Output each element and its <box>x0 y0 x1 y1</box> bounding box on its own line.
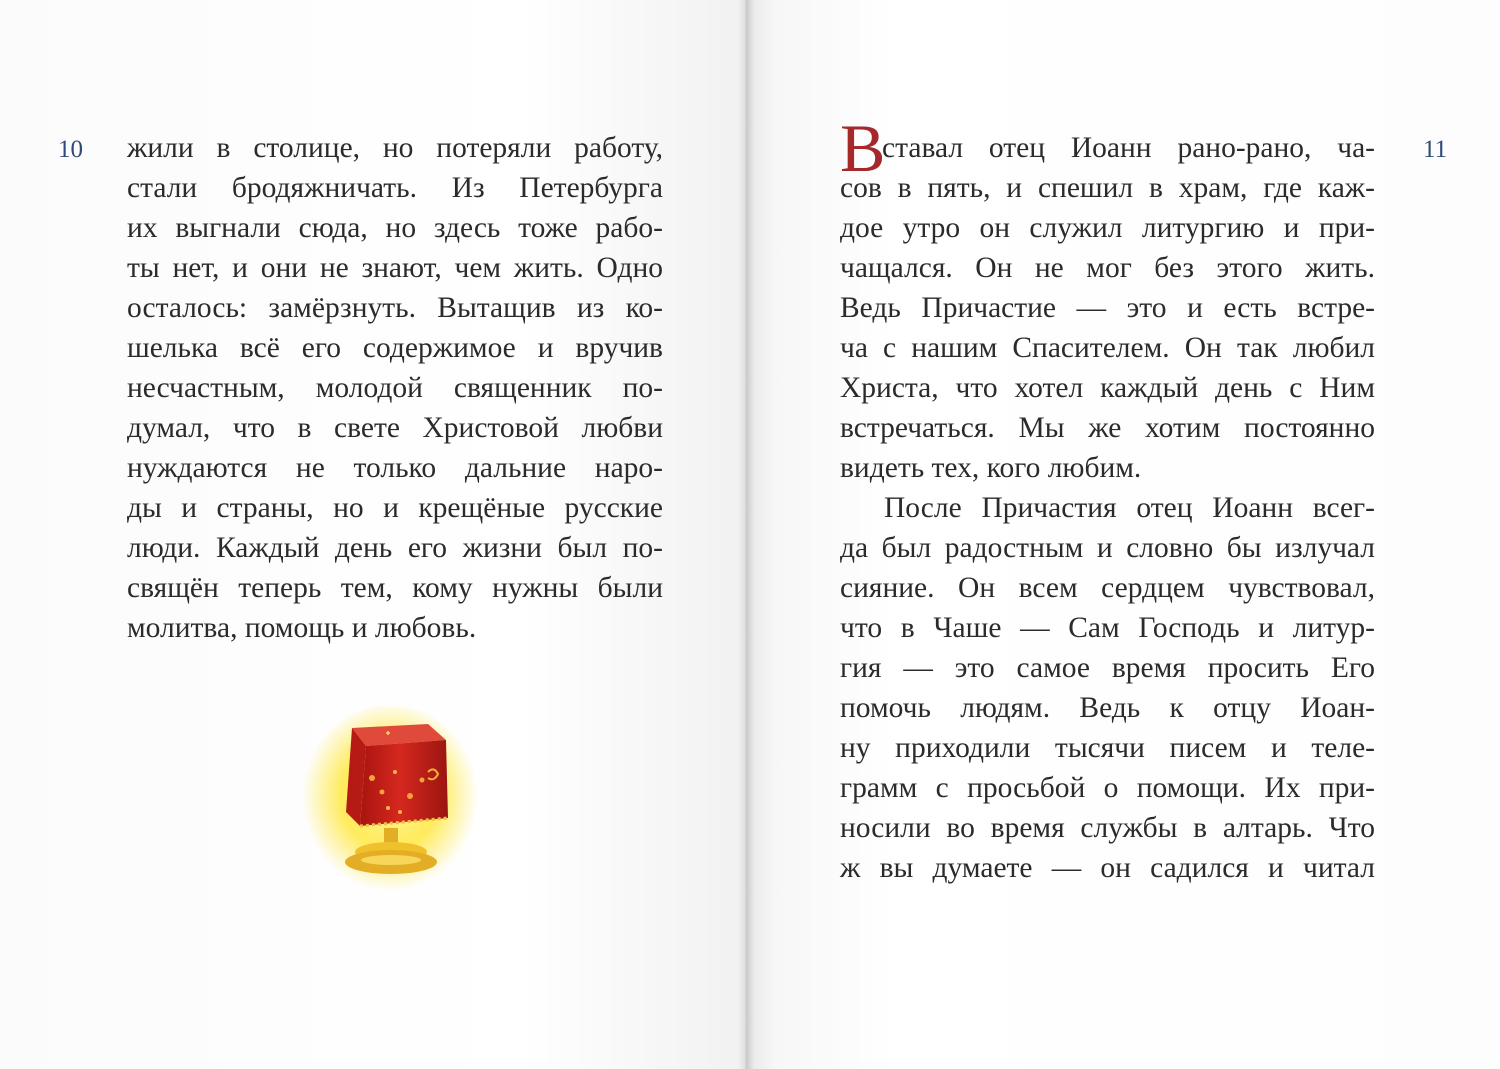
text-line: стали бродяжничать. Из Петербурга <box>127 172 663 204</box>
text-line: видеть тех, кого любим. <box>840 452 1142 484</box>
text-line: дое утро он служил литургию и при- <box>840 212 1375 244</box>
text-line: шелька всё его содержимое и вручив <box>127 332 663 364</box>
text-line: ча с нашим Спасителем. Он так любил <box>840 332 1375 364</box>
text-line: да был радостным и словно бы излучал <box>840 532 1375 564</box>
text-line: чащался. Он не мог без этого жить. <box>840 252 1375 284</box>
text-line: Христа, что хотел каждый день с Ним <box>840 372 1375 404</box>
text-line: сияние. Он всем сердцем чувствовал, <box>840 572 1375 604</box>
text-line: После Причастия отец Иоанн всег- <box>884 492 1375 524</box>
page-number-right: 11 <box>1423 136 1448 163</box>
text-line: осталось: замёрзнуть. Вытащив из ко- <box>127 292 663 324</box>
text-line: нуждаются не только дальние наро- <box>127 452 663 484</box>
text-line: несчастным, молодой священник по- <box>127 372 663 404</box>
text-line: люди. Каждый день его жизни был по- <box>127 532 663 564</box>
text-line: ты нет, и они не знают, чем жить. Одно <box>127 252 663 284</box>
text-line: ну приходили тысячи писем и теле- <box>840 732 1375 764</box>
drop-cap: В <box>840 110 886 186</box>
page-number-left: 10 <box>58 136 83 163</box>
text-line: молитва, помощь и любовь. <box>127 612 477 644</box>
text-line: свящён теперь тем, кому нужны были <box>127 572 663 604</box>
text-line: гия — это самое время просить Его <box>840 652 1375 684</box>
text-line: носили во время службы в алтарь. Что <box>840 812 1375 844</box>
left-page <box>0 0 745 1069</box>
text-line: ж вы думаете — он садился и читал <box>840 852 1375 884</box>
text-line: думал, что в свете Христовой любви <box>127 412 663 444</box>
text-line-first <box>840 110 1375 186</box>
text-line: ды и страны, но и крещёные русские <box>127 492 663 524</box>
text-line: Ведь Причастие — это и есть встре- <box>840 292 1375 324</box>
right-page-text <box>840 110 1375 888</box>
text-line: помочь людям. Ведь к отцу Иоан- <box>840 692 1375 724</box>
text-line: грамм с просьбой о помощи. Их при- <box>840 772 1375 804</box>
text-line: жили в столице, но потеряли работу, <box>127 132 663 164</box>
left-page-text <box>127 128 663 648</box>
first-line-text: ставал отец Иоанн рано-рано, ча- <box>882 132 1375 164</box>
text-line: сов в пять, и спешил в храм, где каж- <box>840 172 1375 204</box>
text-line: их выгнали сюда, но здесь тоже рабо- <box>127 212 663 244</box>
book-gutter <box>738 0 754 1069</box>
text-line: встречаться. Мы же хотим постоянно <box>840 412 1375 444</box>
church-lamp-icon <box>300 700 480 895</box>
text-line: что в Чаше — Сам Господь и литур- <box>840 612 1375 644</box>
right-page <box>745 0 1500 1069</box>
